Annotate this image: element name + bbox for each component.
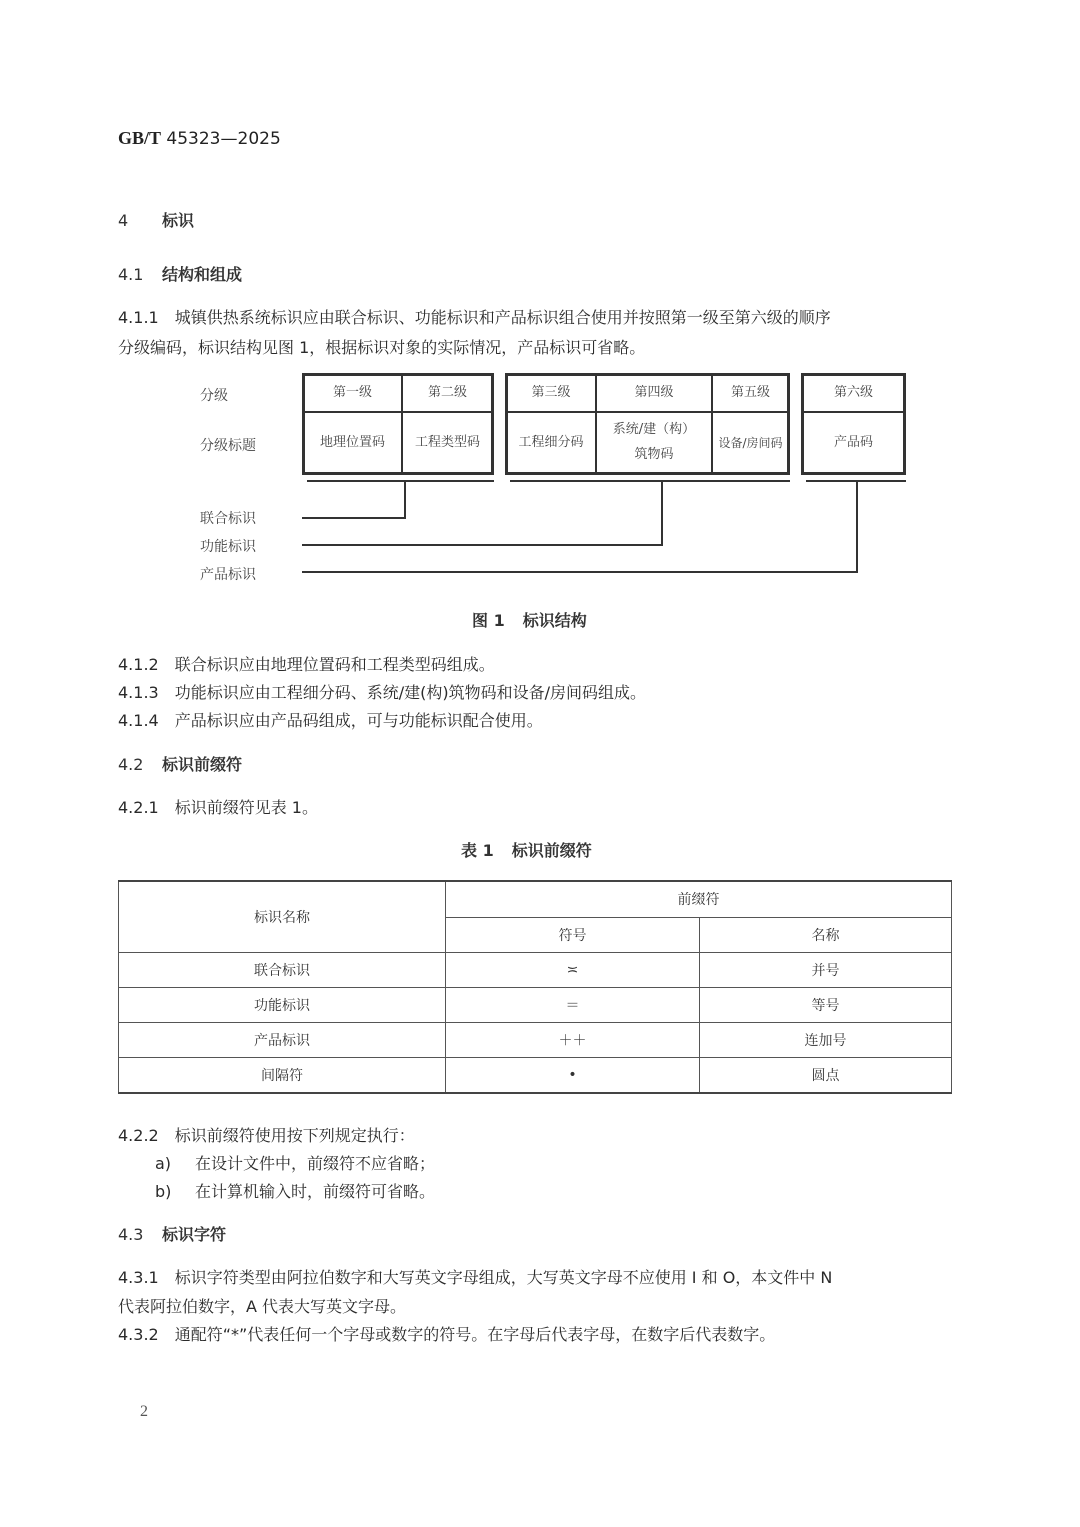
clause-4-1-4: 4.1.4 产品标识应由产品码组成，可与功能标识配合使用。 xyxy=(118,711,543,730)
standard-code: 45323—2025 xyxy=(166,129,281,149)
table-1-caption: 表 1 标识前缀符 xyxy=(461,841,592,860)
header-prefix: 前缀符 xyxy=(446,881,952,917)
identifier-product: 产品标识 xyxy=(200,567,256,583)
table-row: 间隔符 • 圆点 xyxy=(119,1058,952,1094)
identifier-joint: 联合标识 xyxy=(200,511,256,527)
clause-4-3-1: 4.3.1 标识字符类型由阿拉伯数字和大写英文字母组成，大写英文字母不应使用 I 和 O，本文件中 N xyxy=(118,1268,833,1287)
clause-4-3-2: 4.3.2 通配符“*”代表任何一个字母或数字的符号。在字母后代表字母，在数字后代表数字。 xyxy=(118,1325,776,1344)
level-2: 第二级 xyxy=(401,373,494,413)
level-1: 第一级 xyxy=(302,373,403,413)
list-item-b: b) 在计算机输入时，前缀符可省略。 xyxy=(155,1182,436,1201)
connector-function-h xyxy=(302,544,663,546)
section-4-heading: 4 标识 xyxy=(118,211,195,230)
page-number: 2 xyxy=(140,1403,148,1420)
header-symbol: 符号 xyxy=(446,917,700,953)
level-6: 第六级 xyxy=(801,373,906,413)
row-label-title: 分级标题 xyxy=(200,438,256,454)
title-2: 工程类型码 xyxy=(401,411,494,475)
title-5: 设备/房间码 xyxy=(711,411,790,475)
clause-4-3-1-cont: 代表阿拉伯数字，A 代表大写英文字母。 xyxy=(118,1297,407,1316)
list-item-a: a) 在设计文件中，前缀符不应省略； xyxy=(155,1154,436,1173)
bracket-joint xyxy=(307,480,494,482)
clause-4-1-2: 4.1.2 联合标识应由地理位置码和工程类型码组成。 xyxy=(118,655,495,674)
figure-1-caption: 图 1 标识结构 xyxy=(472,611,587,630)
clause-4-1-3: 4.1.3 功能标识应由工程细分码、系统/建(构)筑物码和设备/房间码组成。 xyxy=(118,683,646,702)
table-row: 功能标识 ＝ 等号 xyxy=(119,988,952,1023)
bracket-function xyxy=(510,480,790,482)
header-label: 名称 xyxy=(700,917,952,953)
level-4: 第四级 xyxy=(595,373,713,413)
table-row: 联合标识 ≍ 并号 xyxy=(119,953,952,988)
clause-4-2-1: 4.2.1 标识前缀符见表 1。 xyxy=(118,798,318,817)
level-5: 第五级 xyxy=(711,373,790,413)
section-4-3-heading: 4.3 标识字符 xyxy=(118,1225,227,1244)
connector-joint-h xyxy=(302,517,406,519)
title-4: 系统/建（构） 筑物码 xyxy=(595,411,713,475)
table-1-prefix-symbols xyxy=(118,880,952,1094)
section-4-1-heading: 4.1 结构和组成 xyxy=(118,265,243,284)
connector-product-h xyxy=(302,571,858,573)
identifier-function: 功能标识 xyxy=(200,539,256,555)
connector-function-v xyxy=(661,481,663,545)
row-label-level: 分级 xyxy=(200,388,228,404)
header-identifier-name: 标识名称 xyxy=(119,881,446,953)
level-3: 第三级 xyxy=(505,373,597,413)
standard-number xyxy=(118,128,281,149)
title-6: 产品码 xyxy=(801,411,906,475)
clause-4-1-1-cont: 分级编码，标识结构见图 1，根据标识对象的实际情况，产品标识可省略。 xyxy=(118,338,646,357)
clause-4-2-2: 4.2.2 标识前缀符使用按下列规定执行： xyxy=(118,1126,415,1145)
clause-4-1-1: 4.1.1 城镇供热系统标识应由联合标识、功能标识和产品标识组合使用并按照第一级至第六级的顺序 xyxy=(118,308,831,327)
section-4-2-heading: 4.2 标识前缀符 xyxy=(118,755,243,774)
connector-joint-v xyxy=(404,481,406,518)
title-3: 工程细分码 xyxy=(505,411,597,475)
title-1: 地理位置码 xyxy=(302,411,403,475)
table-row: 产品标识 ＋＋ 连加号 xyxy=(119,1023,952,1058)
standard-prefix: GB/T xyxy=(118,128,162,148)
connector-product-v xyxy=(856,481,858,573)
